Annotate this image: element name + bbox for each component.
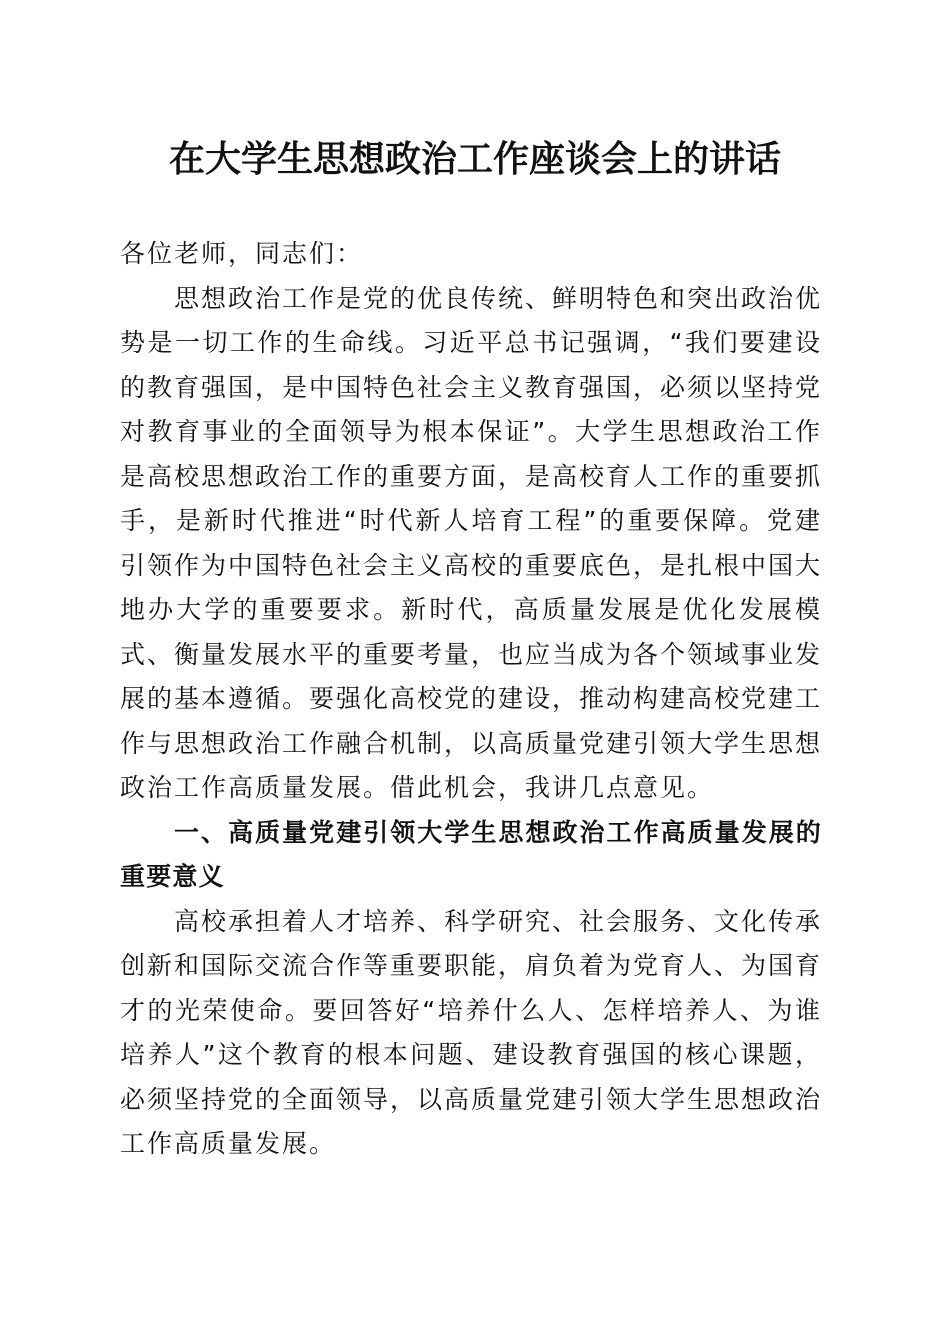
- paragraph-intro: 思想政治工作是党的优良传统、鲜明特色和突出政治优势是一切工作的生命线。习近平总书记强调，“我们要建设的教育强国，是中国特色社会主义教育强国，必须以坚持党对教育事业的全面领导为根本保证”。大学生思想政治工作是高校思想政治工作的重要方面，是高校育人工作的重要抓手，是新时代推进“时代新人培育工程”的重要保障。党建引领作为中国特色社会主义高校的重要底色，是扎根中国大地办大学的重要要求。新时代，高质量发展是优化发展模式、衡量发展水平的重要考量，也应当成为各个领域事业发展的基本遵循。要强化高校党的建设，推动构建高校党建工作与思想政治工作融合机制，以高质量党建引领大学生思想政治工作高质量发展。借此机会，我讲几点意见。: [120, 283, 823, 802]
- document-body: [120, 232, 822, 1167]
- salutation: 各位老师，同志们：: [120, 239, 364, 268]
- document-title: 在大学生思想政治工作座谈会上的讲话: [168, 138, 781, 180]
- paragraph-section-1: 高校承担着人才培养、科学研究、社会服务、文化传承创新和国际交流合作等重要职能，肩负着为党育人、为国育才的光荣使命。要回答好“培养什么人、怎样培养人、为谁培养人”这个教育的根本问题、建设教育强国的核心课题，必须坚持党的全面领导，以高质量党建引领大学生思想政治工作高质量发展。: [120, 906, 823, 1158]
- section-heading-1: 一、高质量党建引领大学生思想政治工作高质量发展的重要意义: [120, 817, 822, 891]
